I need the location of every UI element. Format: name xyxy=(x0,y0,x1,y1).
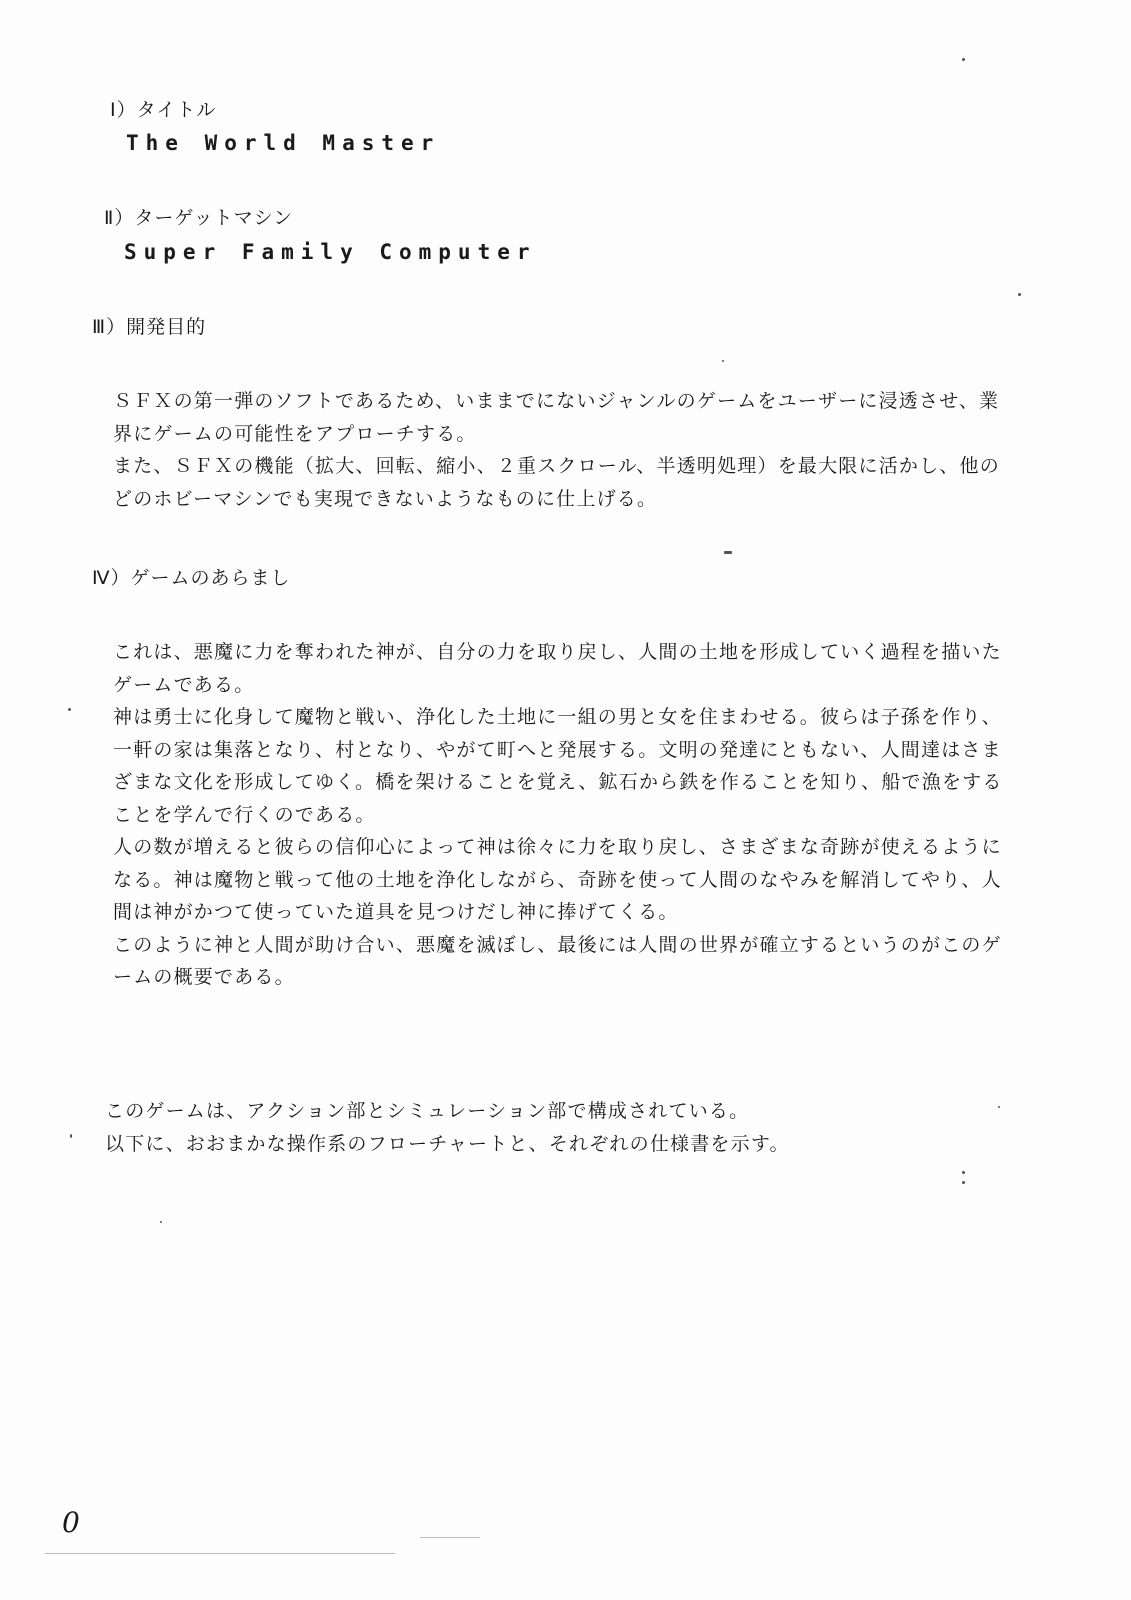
scan-speck xyxy=(160,1221,162,1223)
scan-speck xyxy=(962,58,965,61)
scan-speck xyxy=(998,1106,1000,1108)
scan-speck xyxy=(962,1171,965,1174)
page-number: 0 xyxy=(62,1506,80,1539)
scan-speck xyxy=(722,360,724,362)
synopsis-line: なる。神は魔物と戦って他の土地を浄化しながら、奇跡を使って人間のなやみを解消してやり、人 xyxy=(113,868,1002,891)
section-purpose-heading: Ⅲ）開発目的 xyxy=(92,316,207,338)
scan-speck xyxy=(70,1134,72,1138)
scan-edge-line xyxy=(45,1553,395,1554)
purpose-line: 界にゲームの可能性をアプローチする。 xyxy=(113,422,477,445)
structure-paragraph xyxy=(105,1095,1035,1160)
synopsis-line: 一軒の家は集落となり、村となり、やがて町へと発展する。文明の発達にともない、人間達はさま xyxy=(113,738,1002,761)
synopsis-line: 人の数が増えると彼らの信仰心によって神は徐々に力を取り戻し、さまざまな奇跡が使えるように xyxy=(113,836,1002,858)
scan-edge-line xyxy=(420,1537,480,1538)
synopsis-line: ことを学んで行くのである。 xyxy=(113,803,376,826)
synopsis-line: ざまな文化を形成してゆく。橋を架けることを覚え、鉱石から鉄を作ることを知り、船で漁をする xyxy=(113,771,1003,793)
game-title: The World Master xyxy=(126,131,441,155)
purpose-line: どのホビーマシンでも実現できないようなものに仕上げる。 xyxy=(113,487,658,510)
synopsis-line: ームの概要である。 xyxy=(113,966,295,988)
purpose-paragraph xyxy=(113,385,1043,515)
purpose-line: また、ＳＦＸの機能（拡大、回転、縮小、２重スクロール、半透明処理）を最大限に活かし、他の xyxy=(113,455,1000,477)
section-title-heading: Ⅰ）タイトル xyxy=(110,99,217,121)
synopsis-line: 神は勇士に化身して魔物と戦い、浄化した土地に一組の男と女を住まわせる。彼らは子孫を作り、 xyxy=(113,706,1002,728)
scan-speck xyxy=(68,708,71,711)
section-synopsis-heading: Ⅳ）ゲームのあらまし xyxy=(92,567,291,589)
scan-speck xyxy=(962,1181,965,1184)
section-target-heading: Ⅱ）ターゲットマシン xyxy=(104,207,294,229)
structure-line: このゲームは、アクション部とシミュレーション部で構成されている。 xyxy=(105,1100,750,1122)
synopsis-line: これは、悪魔に力を奪われた神が、自分の力を取り戻し、人間の土地を形成していく過程を描いた xyxy=(113,641,1002,663)
purpose-line: ＳＦＸの第一弾のソフトであるため、いままでにないジャンルのゲームをユーザーに浸透させ、業 xyxy=(113,390,1000,412)
scan-speck xyxy=(724,551,732,554)
scan-speck xyxy=(1018,293,1021,296)
synopsis-line: 間は神がかつて使っていた道具を見つけだし神に捧げてくる。 xyxy=(113,901,679,923)
synopsis-paragraph xyxy=(113,636,1043,994)
target-machine: Super Family Computer xyxy=(124,240,537,264)
synopsis-line: このように神と人間が助け合い、悪魔を滅ぼし、最後には人間の世界が確立するというのがこのゲ xyxy=(113,933,1002,956)
synopsis-line: ゲームである。 xyxy=(113,673,255,696)
structure-line: 以下に、おおまかな操作系のフローチャートと、それぞれの仕様書を示す。 xyxy=(105,1132,790,1155)
